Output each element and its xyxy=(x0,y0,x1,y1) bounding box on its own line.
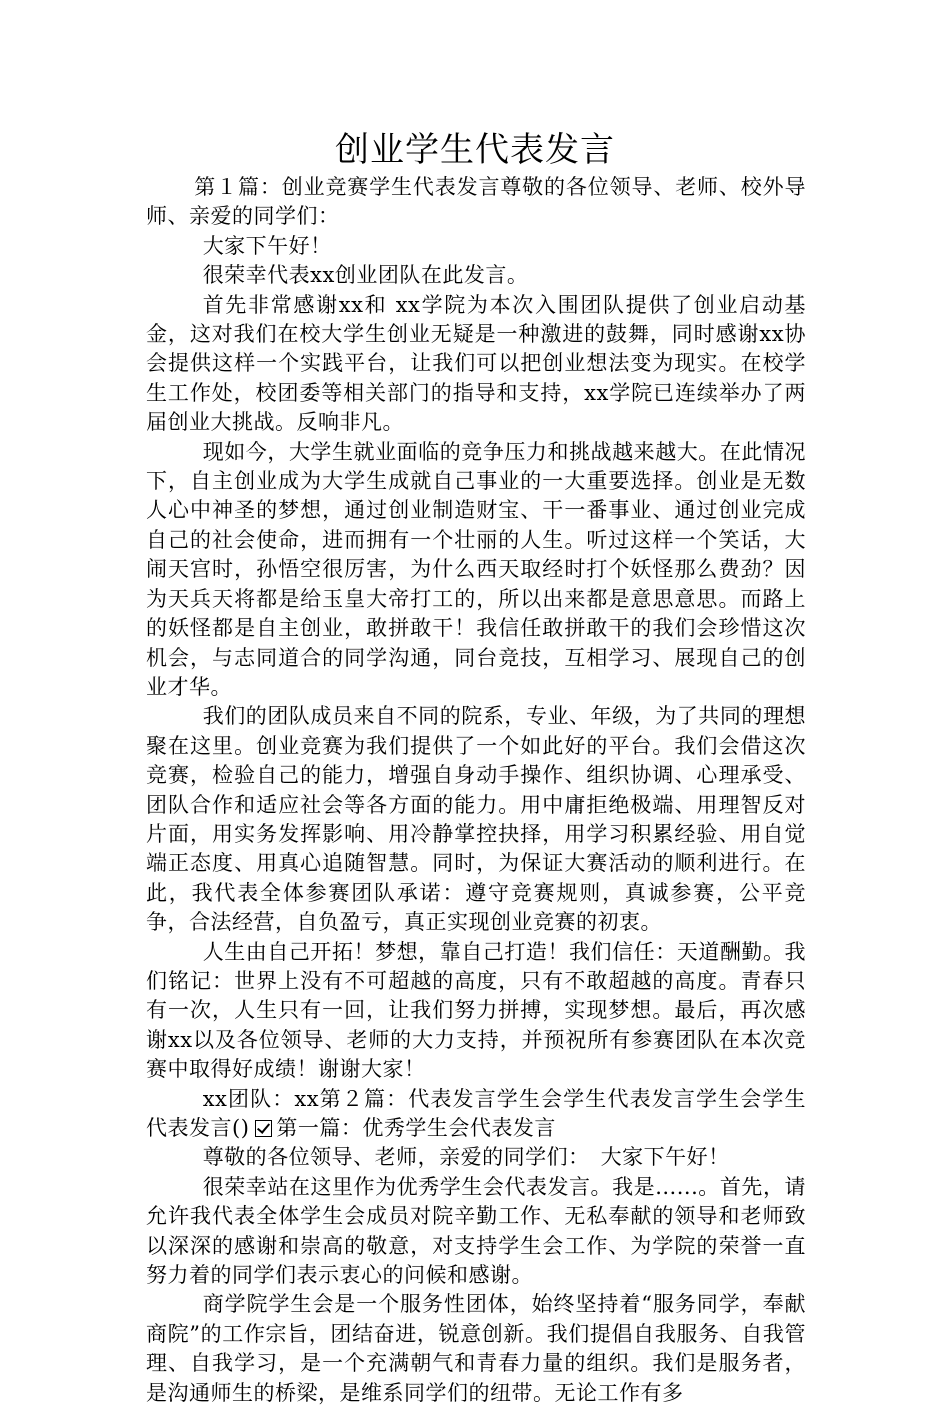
paragraph-closing: 人生由自己开拓！梦想，靠自己打造！我们信任：天道酬勤。我们铭记：世界上没有不可超越的高度，只有不敢超越的高度。青春只有一次，人生只有一回，让我们努力拼搏，实现梦想。最后，再次感谢xx以及各位领导、老师的大力支持，并预祝所有参赛团队在本次竞赛中取得好成绩！谢谢大家！ xyxy=(146,939,806,1082)
paragraph-honor: 很荣幸站在这里作为优秀学生会代表发言。我是......。首先，请允许我代表全体学生会成员对院辛勤工作、无私奉献的领导和老师致以深深的感谢和崇高的敬意，对支持学生会工作、为学院的荣誉一直努力着的同学们表示衷心的问候和感谢。 xyxy=(146,1174,806,1288)
paragraph-intro: 很荣幸代表xx创业团队在此发言。 xyxy=(202,263,529,288)
paragraph-current-situation: 现如今，大学生就业面临的竞争压力和挑战越来越大。在此情况下，自主创业成为大学生成就自己事业的一大重要选择。创业是无数人心中神圣的梦想，通过创业制造财宝、干一番事业、通过创业完成自己的社会使命，进而拥有一个壮丽的人生。听过这样一个笑话，大闹天宫时，孙悟空很厉害，为什么西天取经时打个妖怪那么费劲？因为天兵天将都是给玉皇大帝打工的，所以出来都是意思意思。而路上的妖怪都是自主创业，敢拼敢干！我信任敢拼敢干的我们会珍惜这次机会，与志同道合的同学沟通，同台竞技，互相学习、展现自己的创业才华。 xyxy=(146,439,806,699)
paragraph-thanks: 首先非常感谢xx和 xx学院为本次入围团队提供了创业启动基金，这对我们在校大学生创业无疑是一种激进的鼓舞，同时感谢xx协会提供这样一个实践平台，让我们可以把创业想法变为现实。在校学生工作处，校团委等相关部门的指导和支持，xx学院已连续举办了两届创业大挑战。反响非凡。 xyxy=(146,292,806,435)
paragraph-student-union: 商学院学生会是一个服务性团体，始终坚持着“服务同学，奉献商院”的工作宗旨，团结奋进，锐意创新。我们提倡自我服务、自我管理、自我学习，是一个充满朝气和青春力量的组织。我们是服务者，是沟通师生的桥梁，是维系同学们的纽带。无论工作有多 xyxy=(146,1292,806,1405)
paragraph-heading-1: 第１篇：创业竞赛学生代表发言尊敬的各位领导、老师、校外导师、亲爱的同学们： xyxy=(146,175,806,229)
checkbox-icon xyxy=(255,1120,272,1137)
paragraph-team: 我们的团队成员来自不同的院系，专业、年级，为了共同的理想聚在这里。创业竞赛为我们提供了一个如此好的平台。我们会借这次竞赛，检验自己的能力，增强自身动手操作、组织协调、心理承受、团队合作和适应社会等各方面的能力。用中庸拒绝极端、用理智反对片面，用实务发挥影响、用冷静掌控抉择，用学习积累经验、用自觉端正态度、用真心追随智慧。同时，为保证大赛活动的顺利进行。在此，我代表全体参赛团队承诺：遵守竞赛规则，真诚参赛，公平竞争，合法经营，自负盈亏，真正实现创业竞赛的初衷。 xyxy=(146,704,806,935)
heading-2-text: xx团队：xx第２篇：代表发言学生会学生代表发言学生会学生代表发言() xyxy=(146,1086,806,1140)
document-body xyxy=(146,173,806,1408)
paragraph-greeting-2: 尊敬的各位领导、老师，亲爱的同学们： 大家下午好！ xyxy=(202,1145,730,1170)
paragraph-heading-2 xyxy=(146,1085,806,1144)
heading-2-subtitle: 第一篇：优秀学生会代表发言 xyxy=(276,1116,556,1140)
document-title: 创业学生代表发言 xyxy=(335,130,615,170)
paragraph-greeting: 大家下午好！ xyxy=(202,233,332,258)
